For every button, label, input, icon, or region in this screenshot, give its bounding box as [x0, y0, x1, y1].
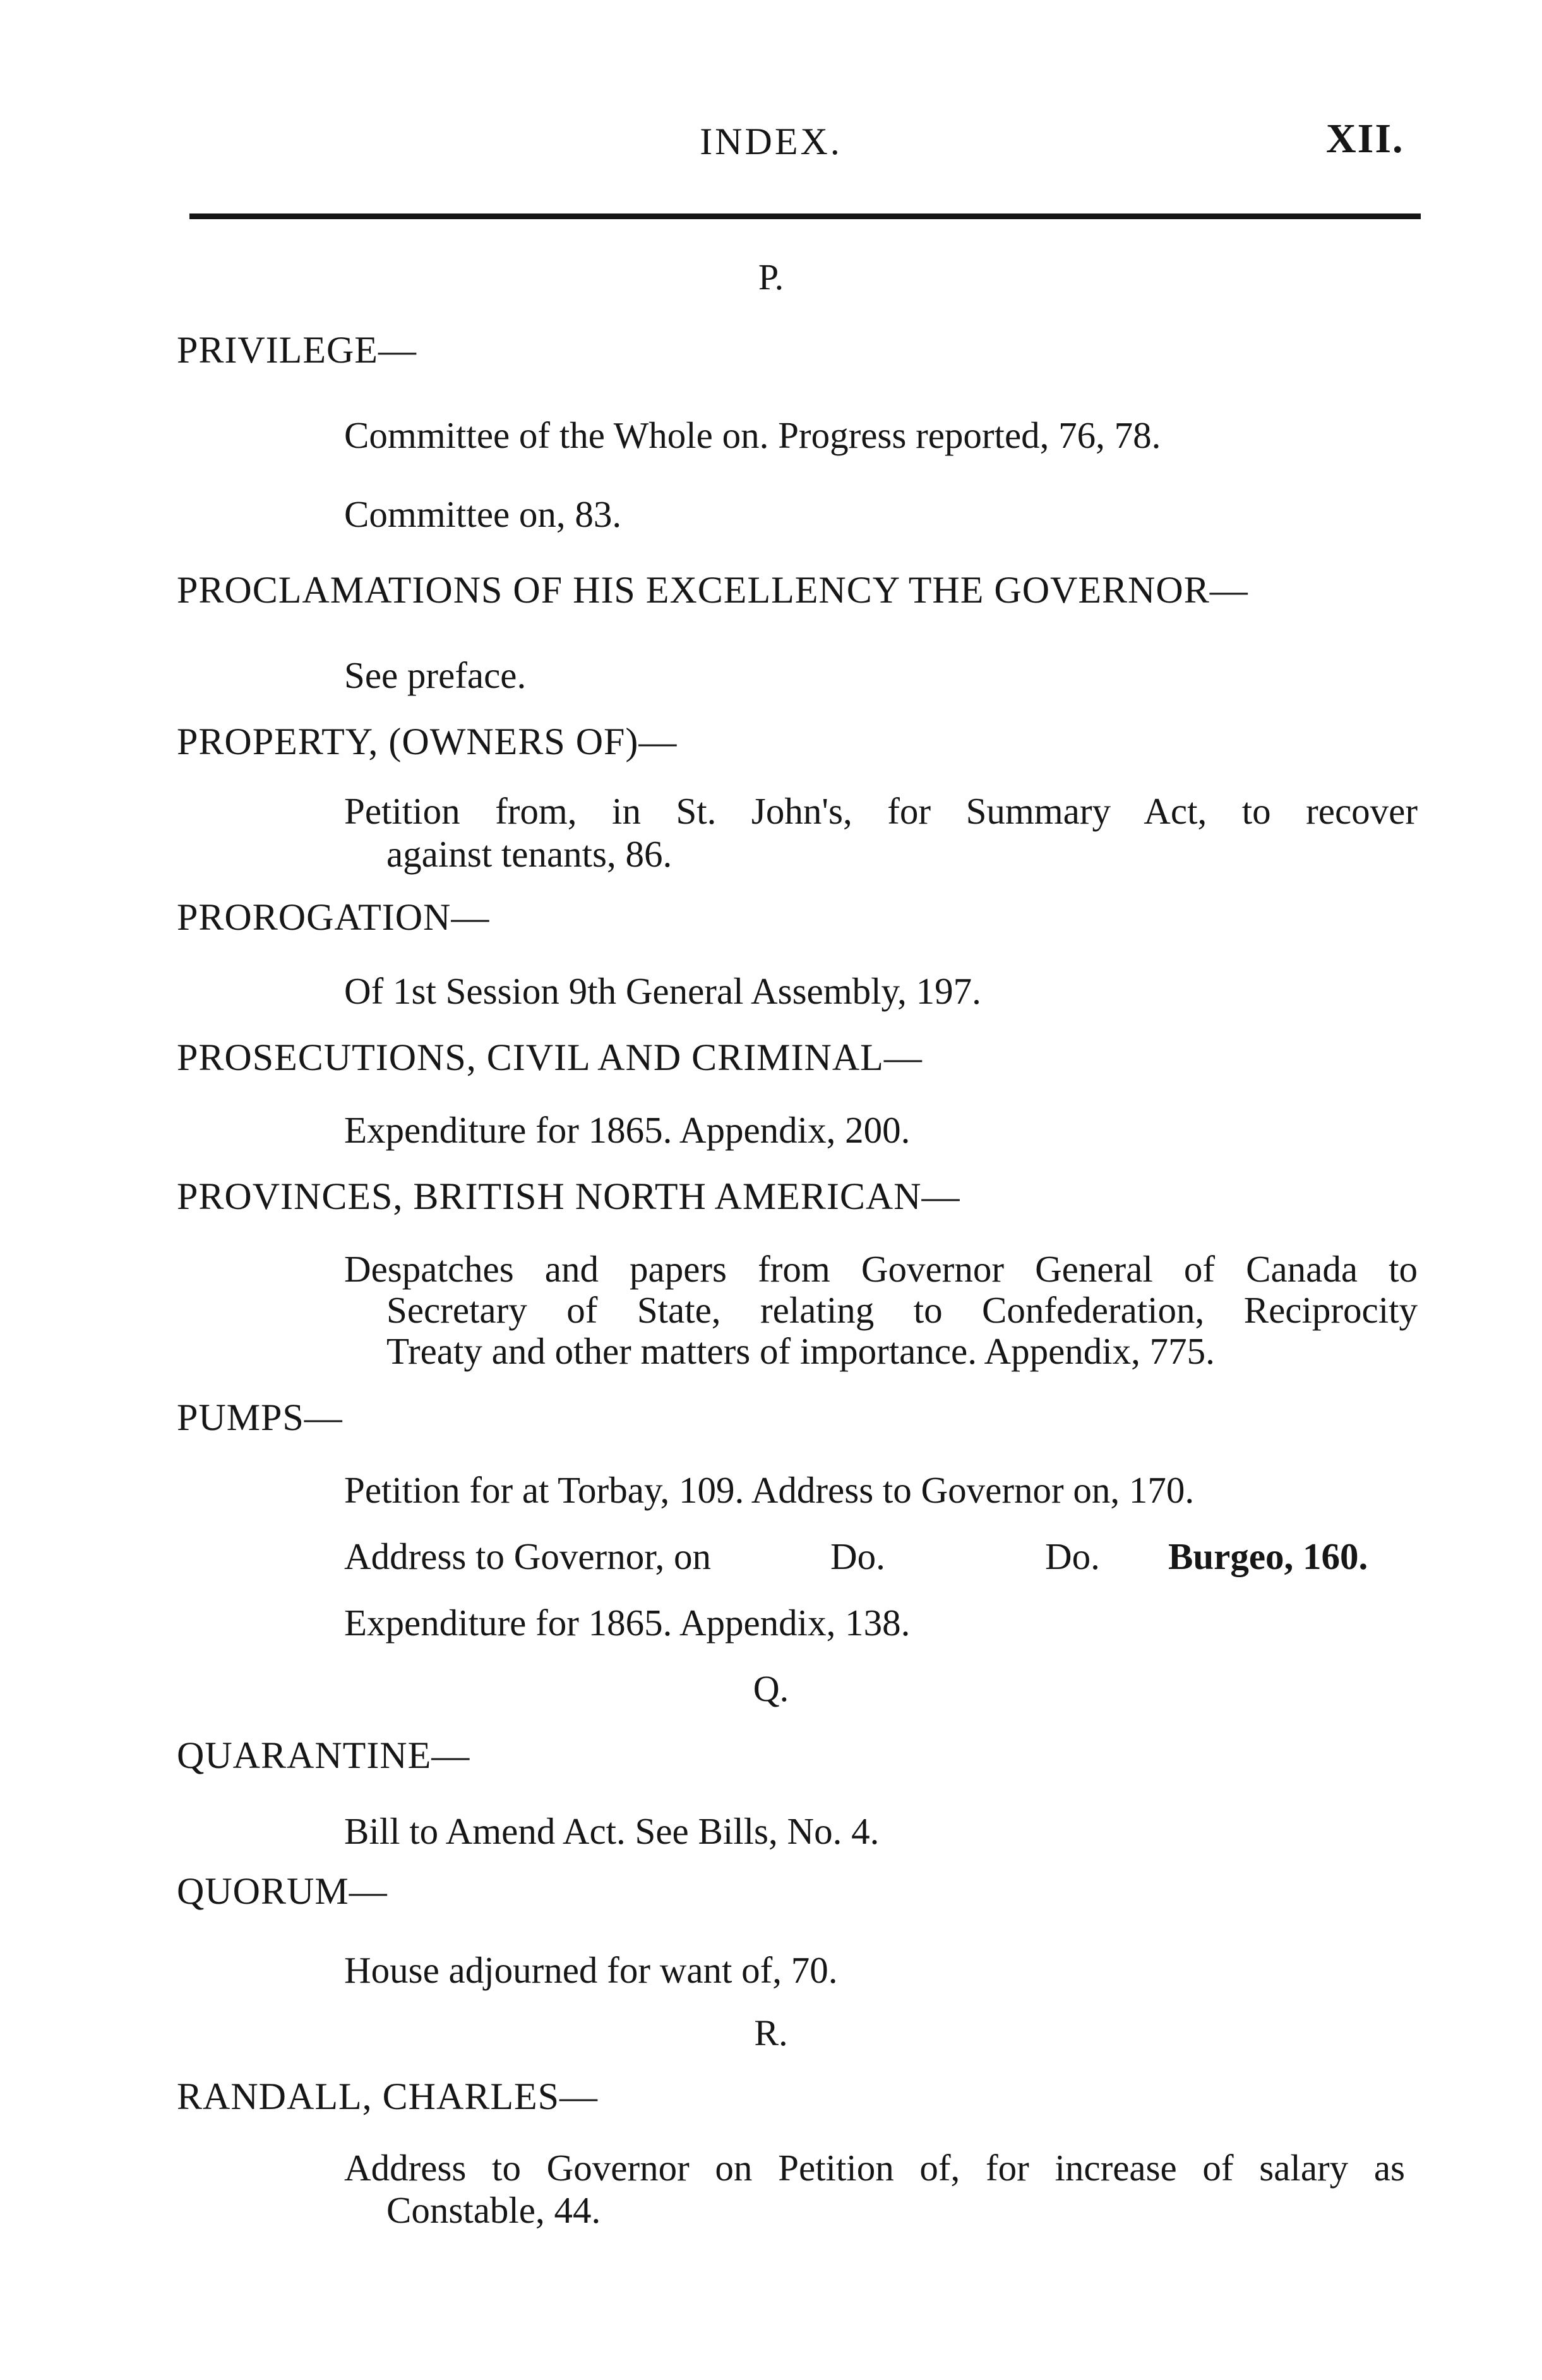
entry-privilege-line-1: Committee of the Whole on. Progress reported, 76, 78. [344, 414, 1161, 456]
entry-pumps-line-2-col-3: Do. [1045, 1536, 1100, 1577]
heading-prorogation: PROROGATION— [177, 896, 490, 938]
heading-proclamations: PROCLAMATIONS OF HIS EXCELLENCY THE GOVERNOR— [177, 569, 1248, 611]
entry-pumps-line-2-col-4: Burgeo, 160. [1168, 1536, 1368, 1577]
entry-quorum-line-1: House adjourned for want of, 70. [344, 1949, 838, 1991]
entry-randall-line-1: Address to Governor on Petition of, for increase of salary as [344, 2147, 1405, 2189]
section-letter-p: P. [758, 256, 784, 298]
entry-pumps-line-3: Expenditure for 1865. Appendix, 138. [344, 1602, 911, 1644]
heading-randall: RANDALL, CHARLES— [177, 2076, 599, 2117]
entry-quarantine-line-1: Bill to Amend Act. See Bills, No. 4. [344, 1810, 880, 1852]
running-head: INDEX. [700, 121, 842, 162]
entry-prosecutions-line-1: Expenditure for 1865. Appendix, 200. [344, 1109, 911, 1151]
heading-quorum: QUORUM— [177, 1870, 388, 1912]
entry-proclamations-line-1: See preface. [344, 654, 527, 696]
entry-pumps-line-2-col-2: Do. [830, 1536, 885, 1577]
entry-privilege-line-2: Committee on, 83. [344, 493, 622, 535]
heading-pumps: PUMPS— [177, 1397, 343, 1438]
entry-property-line-1: Petition from, in St. John's, for Summary Act, to recover [344, 790, 1418, 832]
section-letter-r: R. [754, 2012, 788, 2053]
header-rule [189, 213, 1421, 219]
entry-pumps-line-1: Petition for at Torbay, 109. Address to Governor on, 170. [344, 1469, 1195, 1511]
heading-prosecutions: PROSECUTIONS, CIVIL AND CRIMINAL— [177, 1037, 923, 1078]
entry-provinces-line-3: Treaty and other matters of importance. Appendix, 775. [386, 1330, 1215, 1372]
heading-quarantine: QUARANTINE— [177, 1734, 470, 1776]
entry-randall-line-2: Constable, 44. [386, 2189, 601, 2231]
entry-pumps-line-2-col-1: Address to Governor, on [344, 1536, 711, 1577]
entry-provinces-line-1: Despatches and papers from Governor General of Canada to [344, 1248, 1418, 1290]
entry-property-line-2: against tenants, 86. [386, 833, 672, 875]
entry-prorogation-line-1: Of 1st Session 9th General Assembly, 197. [344, 970, 981, 1012]
section-letter-q: Q. [753, 1668, 789, 1709]
entry-provinces-line-2: Secretary of State, relating to Confederation, Reciprocity [386, 1289, 1418, 1331]
heading-provinces: PROVINCES, BRITISH NORTH AMERICAN— [177, 1175, 960, 1217]
heading-privilege: PRIVILEGE— [177, 329, 417, 371]
heading-property: PROPERTY, (OWNERS OF)— [177, 721, 678, 762]
page-number: XII. [1326, 116, 1404, 162]
